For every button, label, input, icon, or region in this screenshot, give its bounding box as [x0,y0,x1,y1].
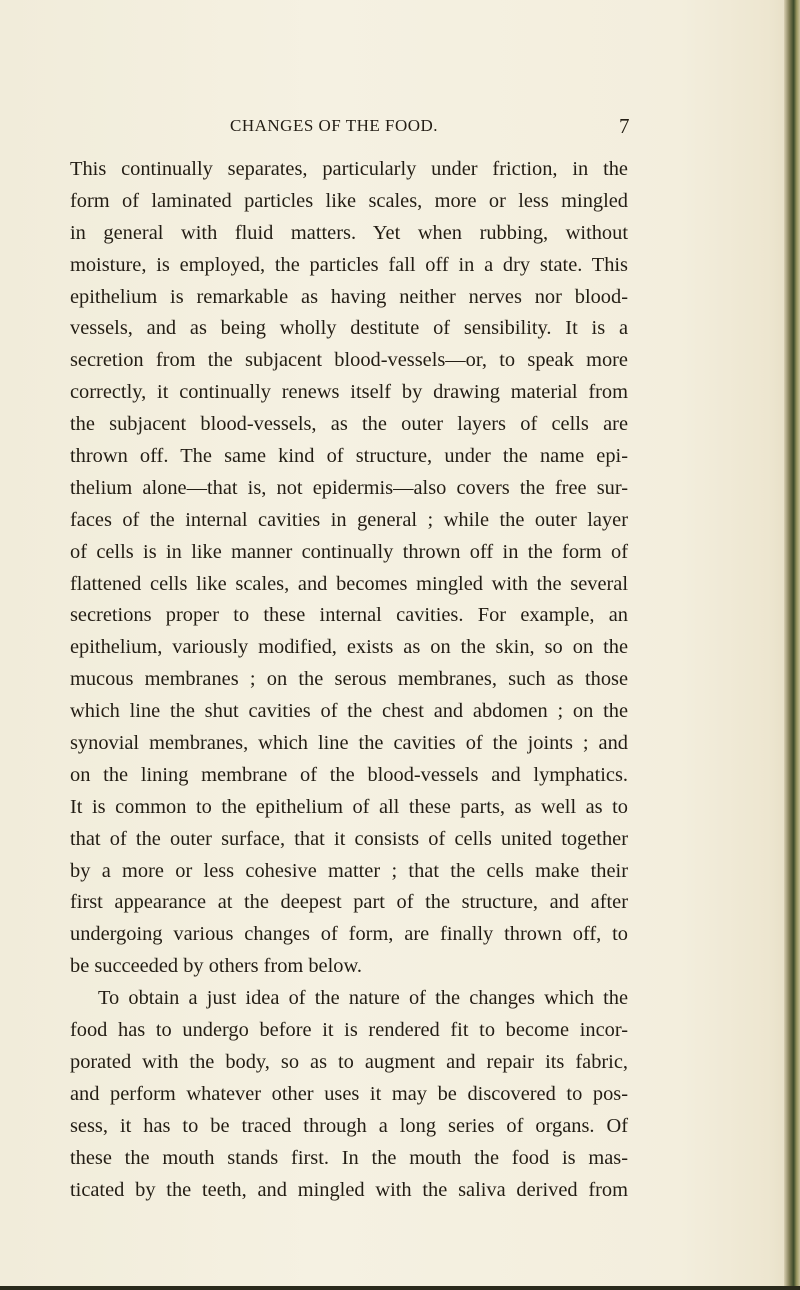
text-line: these the mouth stands first. In the mouth the food is mas- [70,1146,628,1169]
text-line: This continually separates, particularly under friction, in the [70,158,628,180]
text-line: that of the outer surface, that it consists of cells united together [70,827,628,850]
text-line: secretions proper to these internal cavities. For example, an [70,604,628,627]
page-number: 7 [619,114,630,138]
text-line: To obtain a just idea of the nature of the changes which the [98,987,628,1010]
text-line: ticated by the teeth, and mingled with the saliva derived from [70,1178,628,1201]
text-line: porated with the body, so as to augment and repair its fabric, [70,1050,628,1073]
text-line: first appearance at the deepest part of the structure, and after [70,891,628,914]
text-line: thrown off. The same kind of structure, under the name epi- [70,445,628,468]
text-line: flattened cells like scales, and becomes mingled with the several [70,572,628,595]
text-line: correctly, it continually renews itself by drawing material from [70,381,628,404]
text-line: mucous membranes ; on the serous membranes, such as those [70,668,628,691]
text-line: in general with fluid matters. Yet when rubbing, without [70,221,628,244]
page-header [70,116,630,142]
text-line: food has to undergo before it is rendered fit to become incor- [70,1019,628,1042]
text-line: which line the shut cavities of the chest and abdomen ; on the [70,700,628,723]
page-binding-edge [784,0,800,1290]
text-line: epithelium is remarkable as having neither nerves nor blood- [70,285,628,308]
text-line: by a more or less cohesive matter ; that the cells make their [70,859,628,882]
text-line: faces of the internal cavities in general ; while the outer layer [70,508,628,531]
running-head: CHANGES OF THE FOOD. [230,116,439,135]
text-line: It is common to the epithelium of all these parts, as well as to [70,795,628,818]
text-line: moisture, is employed, the particles fall off in a dry state. This [70,253,628,276]
text-line: synovial membranes, which line the cavities of the joints ; and [70,732,628,755]
text-line: of cells is in like manner continually thrown off in the form of [70,540,628,563]
text-line: secretion from the subjacent blood-vessels—or, to speak more [70,349,628,372]
text-line: undergoing various changes of form, are finally thrown off, to [70,923,628,946]
text-line: thelium alone—that is, not epidermis—also covers the free sur- [70,476,628,499]
text-line: on the lining membrane of the blood-vessels and lymphatics. [70,763,628,786]
page-bottom-border [0,1286,800,1290]
text-line: the subjacent blood-vessels, as the outer layers of cells are [70,413,628,436]
text-line: vessels, and as being wholly destitute of sensibility. It is a [70,317,628,340]
text-line: sess, it has to be traced through a long series of organs. Of [70,1114,628,1137]
body-text [70,154,628,1206]
text-line: be succeeded by others from below. [70,955,362,978]
text-line: form of laminated particles like scales, more or less mingled [70,189,628,212]
text-line: and perform whatever other uses it may be discovered to pos- [70,1082,628,1105]
text-line: epithelium, variously modified, exists as on the skin, so on the [70,636,628,659]
